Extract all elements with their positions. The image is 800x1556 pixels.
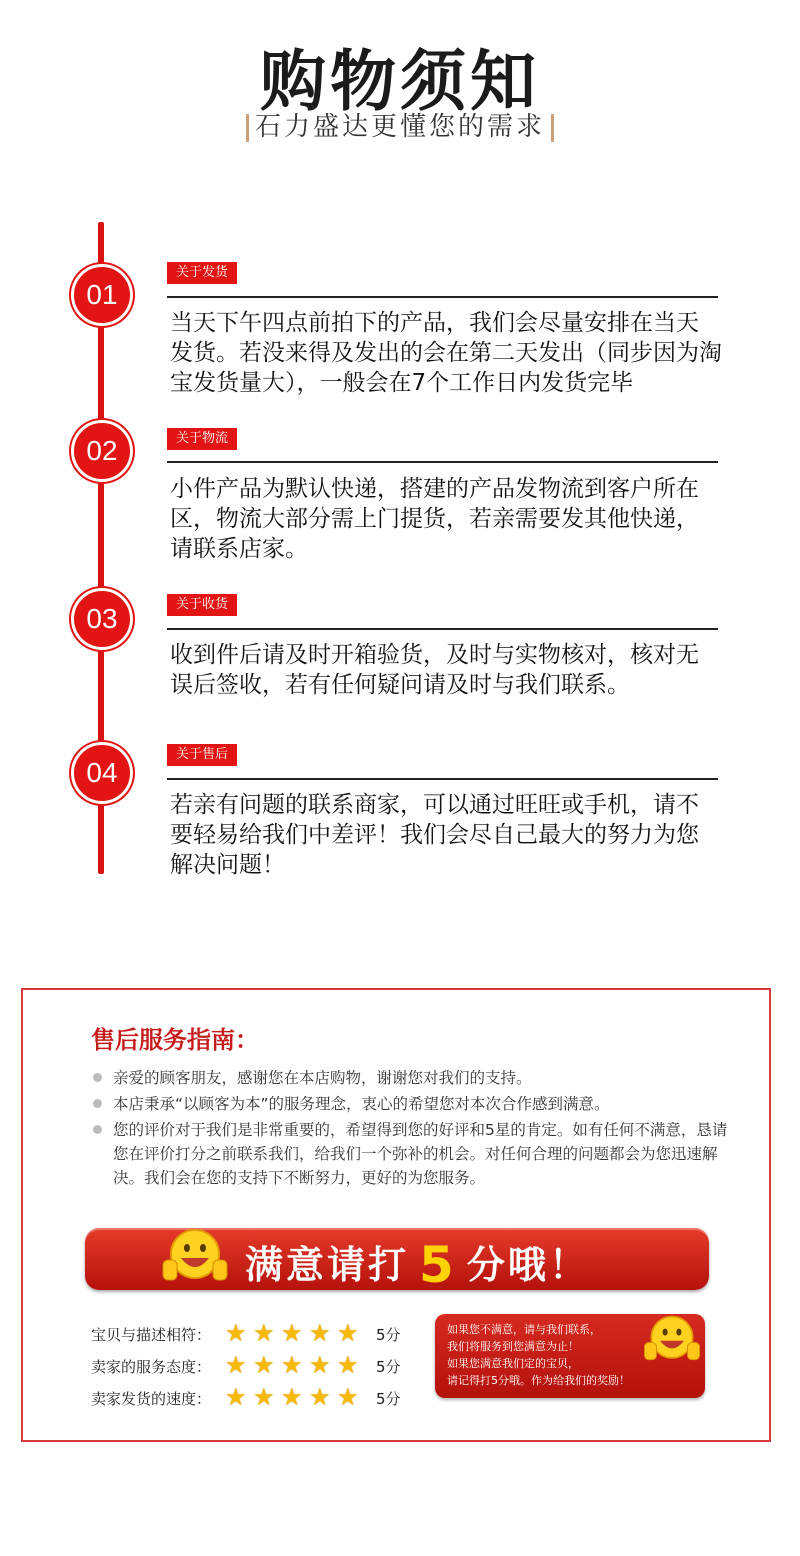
bullet-icon — [93, 1073, 102, 1082]
star-rating — [225, 1352, 365, 1378]
banner-text — [245, 1232, 590, 1294]
bullet-icon — [93, 1099, 102, 1108]
rating-score: 5分 — [376, 1390, 401, 1408]
star-icon: ★ — [309, 1351, 331, 1379]
star-icon: ★ — [253, 1319, 275, 1347]
rating-score: 5分 — [376, 1326, 401, 1344]
thumbs-up-smiley-icon — [641, 1308, 703, 1370]
star-rating — [225, 1320, 365, 1346]
rating-row — [91, 1384, 431, 1416]
text-line: 请联系店家。 — [170, 536, 308, 562]
star-icon: ★ — [253, 1383, 275, 1411]
star-icon: ★ — [281, 1319, 303, 1347]
section-tag: 关于收货 — [167, 594, 237, 616]
bullet-icon — [93, 1125, 102, 1134]
section-tag: 关于发货 — [167, 262, 237, 284]
section-number-badge: 04 — [71, 742, 133, 804]
rating-banner — [85, 1228, 709, 1294]
rating-label: 宝贝与描述相符： — [91, 1326, 212, 1344]
star-icon: ★ — [337, 1383, 359, 1411]
page-title: 购物须知 — [260, 43, 540, 120]
section-divider — [167, 296, 718, 298]
guide-item — [91, 1066, 731, 1090]
rating-label: 卖家发货的速度： — [91, 1390, 212, 1408]
note-line: 如果您不满意，请与我们联系， — [447, 1323, 601, 1336]
text-line: 当天下午四点前拍下的产品，我们会尽量安排在当天 — [170, 310, 699, 336]
note-line: 请记得打5分哦。作为给我们的奖励！ — [447, 1374, 630, 1387]
thumbs-up-smiley-icon — [159, 1220, 231, 1292]
section-text — [170, 308, 730, 398]
page-subtitle — [0, 106, 800, 143]
text-line: 宝发货量大），一般会在7个工作日内发货完毕 — [170, 370, 634, 396]
star-icon: ★ — [281, 1383, 303, 1411]
star-rating — [225, 1384, 365, 1410]
star-icon: ★ — [225, 1383, 247, 1411]
note-line: 如果您满意我们定的宝贝， — [447, 1357, 579, 1370]
star-icon: ★ — [253, 1351, 275, 1379]
star-icon: ★ — [281, 1351, 303, 1379]
rating-row — [91, 1320, 431, 1352]
text-line: 要轻易给我们中差评！我们会尽自己最大的努力为您 — [170, 822, 699, 848]
text-line: 小件产品为默认快递，搭建的产品发物流到客户所在 — [170, 476, 699, 502]
ratings-list — [91, 1320, 431, 1416]
section-divider — [167, 778, 718, 780]
section-number-badge: 03 — [71, 588, 133, 650]
text-line: 解决问题！ — [170, 852, 285, 878]
banner-score: 5 — [419, 1236, 457, 1294]
subtitle-text: 石力盛达更懂您的需求 — [254, 112, 545, 142]
section-number-badge: 02 — [71, 420, 133, 482]
star-icon: ★ — [337, 1319, 359, 1347]
text-line: 发货。若没来得及发出的会在第二天发出（同步因为淘 — [170, 340, 722, 366]
section-text — [170, 790, 730, 880]
guide-list — [91, 1066, 731, 1192]
note-text — [447, 1321, 647, 1389]
rating-label: 卖家的服务态度： — [91, 1358, 212, 1376]
guide-item-text: 亲爱的顾客朋友，感谢您在本店购物，谢谢您对我们的支持。 — [113, 1069, 532, 1087]
section-text — [170, 474, 730, 564]
star-icon: ★ — [309, 1383, 331, 1411]
rating-row — [91, 1352, 431, 1384]
star-icon: ★ — [225, 1351, 247, 1379]
subtitle-left-bar — [246, 114, 249, 142]
guide-title: 售后服务指南： — [91, 1026, 259, 1054]
guide-item-text: 本店秉承“以顾客为本”的服务理念，衷心的希望您对本次合作感到满意。 — [113, 1095, 610, 1113]
text-line: 误后签收，若有任何疑问请及时与我们联系。 — [170, 672, 630, 698]
star-icon: ★ — [337, 1351, 359, 1379]
note-line: 我们将服务到您满意为止！ — [447, 1340, 579, 1353]
guide-item-text: 您的评价对于我们是非常重要的，希望得到您的好评和5星的肯定。如有任何不满意，恳请您在评价打分之前联系我们，给我们一个弥补的机会。对任何合理的问题都会为您迅速解决。我们会在您的支持下不断努力，更好的为您服务。 — [113, 1121, 728, 1187]
section-tag: 关于物流 — [167, 428, 237, 450]
after-sales-guide — [21, 988, 771, 1442]
rating-score: 5分 — [376, 1358, 401, 1376]
star-icon: ★ — [225, 1319, 247, 1347]
section-number-badge: 01 — [71, 264, 133, 326]
section-tag: 关于售后 — [167, 744, 237, 766]
text-line: 区，物流大部分需上门提货，若亲需要发其他快递， — [170, 506, 699, 532]
section-divider — [167, 628, 718, 630]
section-divider — [167, 461, 718, 463]
banner-text-after: 分哦！ — [466, 1243, 590, 1287]
banner-text-before: 满意请打 — [245, 1243, 410, 1287]
text-line: 若亲有问题的联系商家，可以通过旺旺或手机，请不 — [170, 792, 699, 818]
text-line: 收到件后请及时开箱验货，及时与实物核对，核对无 — [170, 642, 699, 668]
subtitle-right-bar — [551, 114, 554, 142]
section-text — [170, 640, 730, 700]
guide-item — [91, 1092, 731, 1116]
contact-note — [435, 1314, 705, 1398]
star-icon: ★ — [309, 1319, 331, 1347]
guide-item — [91, 1118, 731, 1190]
